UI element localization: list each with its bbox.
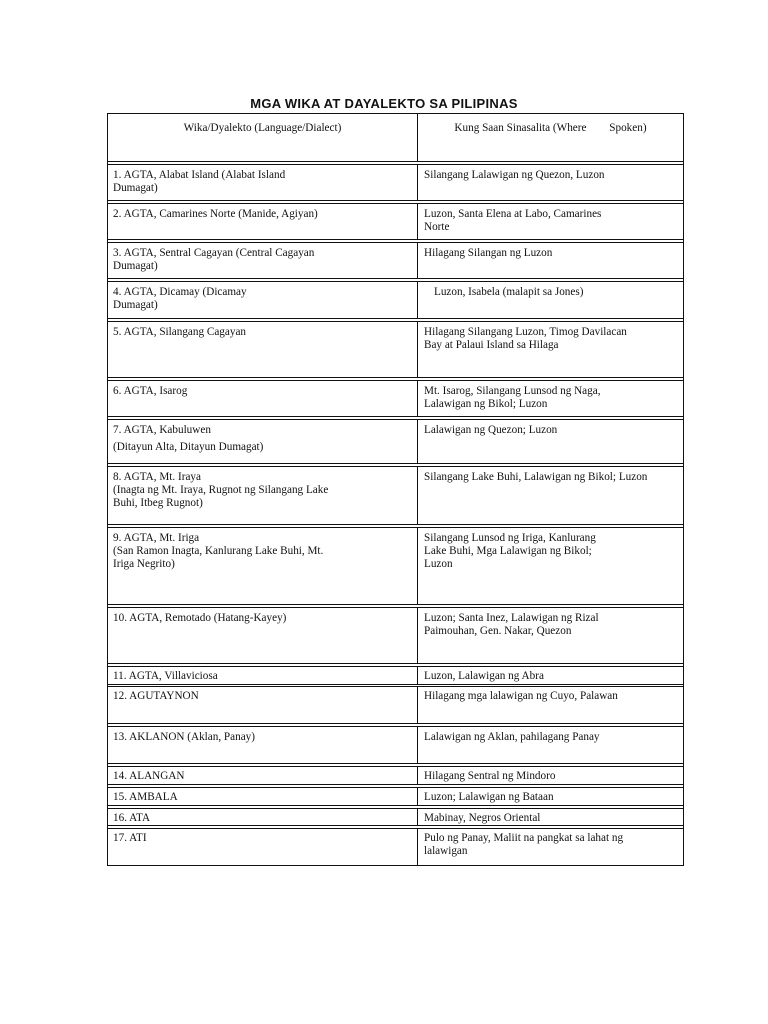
where-cell [418,829,683,865]
where-spoken: Lalawigan ng Quezon; Luzon [424,424,558,436]
table-row [108,666,683,685]
language-cell [108,767,418,784]
language-name: 17. ATI [113,832,147,844]
language-name: 14. ALANGAN [113,770,185,782]
language-cell [108,420,418,463]
where-cell [418,667,683,684]
where-cell [418,165,683,200]
language-name: 10. AGTA, Remotado (Hatang-Kayey) [113,612,287,624]
where-spoken: Luzon; Lalawigan ng Bataan [424,791,554,803]
language-alt: (San Ramon Inagta, Kanlurang Lake Buhi, Mt. [113,545,324,557]
language-alt-cont: Iriga Negrito) [113,558,175,570]
language-cell [108,467,418,524]
table-row [108,466,683,525]
where-cell [418,608,683,663]
where-spoken: Luzon; Santa Inez, Lalawigan ng Rizal [424,612,599,624]
where-cell [418,381,683,416]
language-cell [108,243,418,278]
table-row [108,828,683,865]
table-row [108,808,683,826]
languages-table [107,113,684,866]
language-cell [108,788,418,805]
language-name: 12. AGUTAYNON [113,690,199,702]
language-name: 16. ATA [113,812,151,824]
language-cell [108,809,418,825]
language-alt: Dumagat) [113,260,158,272]
table-header-row [108,114,683,162]
language-cell [108,727,418,763]
table-row [108,242,683,279]
header-language-dialect: Wika/Dyalekto (Language/Dialect) [108,114,418,161]
language-alt: (Ditayun Alta, Ditayun Dumagat) [113,441,264,453]
where-cell [418,687,683,723]
language-name: 3. AGTA, Sentral Cagayan (Central Cagayan [113,247,315,259]
where-spoken: Pulo ng Panay, Maliit na pangkat sa lahat ng [424,832,624,844]
language-name: 8. AGTA, Mt. Iraya [113,471,201,483]
where-spoken-cont: Norte [424,221,450,233]
table-row [108,607,683,664]
table-row [108,281,683,319]
where-cell [418,767,683,784]
language-name: 13. AKLANON (Aklan, Panay) [113,731,255,743]
where-spoken-cont: Lake Buhi, Mga Lalawigan ng Bikol; [424,545,592,557]
where-spoken: Silangang Lake Buhi, Lalawigan ng Bikol; Luzon [424,471,648,483]
where-cell [418,204,683,239]
language-name: 1. AGTA, Alabat Island (Alabat Island [113,169,286,181]
where-cell [418,282,683,318]
table-row [108,787,683,806]
where-spoken-cont: Paimouhan, Gen. Nakar, Quezon [424,625,572,637]
language-cell [108,667,418,684]
where-spoken: Hilagang Silangan ng Luzon [424,247,553,259]
language-cell [108,165,418,200]
language-cell [108,528,418,604]
language-name: 5. AGTA, Silangang Cagayan [113,326,247,338]
language-cell [108,322,418,377]
where-cell [418,788,683,805]
language-cell [108,687,418,723]
table-row [108,203,683,240]
where-spoken: Hilagang Sentral ng Mindoro [424,770,556,782]
language-alt-cont: Buhi, Itbeg Rugnot) [113,497,203,509]
where-spoken: Luzon, Santa Elena at Labo, Camarines [424,208,602,220]
language-alt: (Inagta ng Mt. Iraya, Rugnot ng Silangang Lake [113,484,329,496]
where-spoken: Luzon, Isabela (malapit sa Jones) [434,286,584,298]
where-spoken: Luzon, Lalawigan ng Abra [424,670,544,682]
language-name: 9. AGTA, Mt. Iriga [113,532,200,544]
where-cell [418,322,683,377]
where-cell [418,243,683,278]
where-spoken: Silangang Lalawigan ng Quezon, Luzon [424,169,605,181]
where-cell [418,528,683,604]
header-where-spoken-line1: Kung Saan Sinasalita (Where [454,122,587,134]
where-spoken-cont: Lalawigan ng Bikol; Luzon [424,398,548,410]
table-row [108,766,683,785]
where-cell [418,809,683,825]
language-cell [108,204,418,239]
table-row [108,164,683,201]
language-cell [108,282,418,318]
table-row [108,419,683,464]
language-cell [108,608,418,663]
table-row [108,380,683,417]
table-row [108,726,683,764]
language-cell [108,829,418,865]
where-cell [418,467,683,524]
language-name: 15. AMBALA [113,791,178,803]
table-row [108,527,683,605]
language-name: 7. AGTA, Kabuluwen [113,424,211,436]
where-spoken: Lalawigan ng Aklan, pahilagang Panay [424,731,600,743]
where-spoken-cont: Luzon [424,558,453,570]
where-spoken: Silangang Lunsod ng Iriga, Kanlurang [424,532,596,544]
table-row [108,686,683,724]
where-cell [418,420,683,463]
language-name: 4. AGTA, Dicamay (Dicamay [113,286,247,298]
where-spoken: Hilagang Silangang Luzon, Timog Davilacan [424,326,627,338]
header-where-spoken [418,114,683,161]
header-where-spoken-line2: Spoken) [609,122,647,134]
language-alt: Dumagat) [113,299,158,311]
where-spoken: Mabinay, Negros Oriental [424,812,541,824]
where-spoken-cont: Bay at Palaui Island sa Hilaga [424,339,559,351]
where-spoken: Hilagang mga lalawigan ng Cuyo, Palawan [424,690,618,702]
language-name: 6. AGTA, Isarog [113,385,188,397]
document-title: MGA WIKA AT DAYALEKTO SA PILIPINAS [250,96,518,111]
language-cell [108,381,418,416]
language-name: 11. AGTA, Villaviciosa [113,670,218,682]
language-name: 2. AGTA, Camarines Norte (Manide, Agiyan) [113,208,318,220]
where-spoken-cont: lalawigan [424,845,468,857]
language-alt: Dumagat) [113,182,158,194]
table-row [108,321,683,378]
where-spoken: Mt. Isarog, Silangang Lunsod ng Naga, [424,385,601,397]
where-cell [418,727,683,763]
